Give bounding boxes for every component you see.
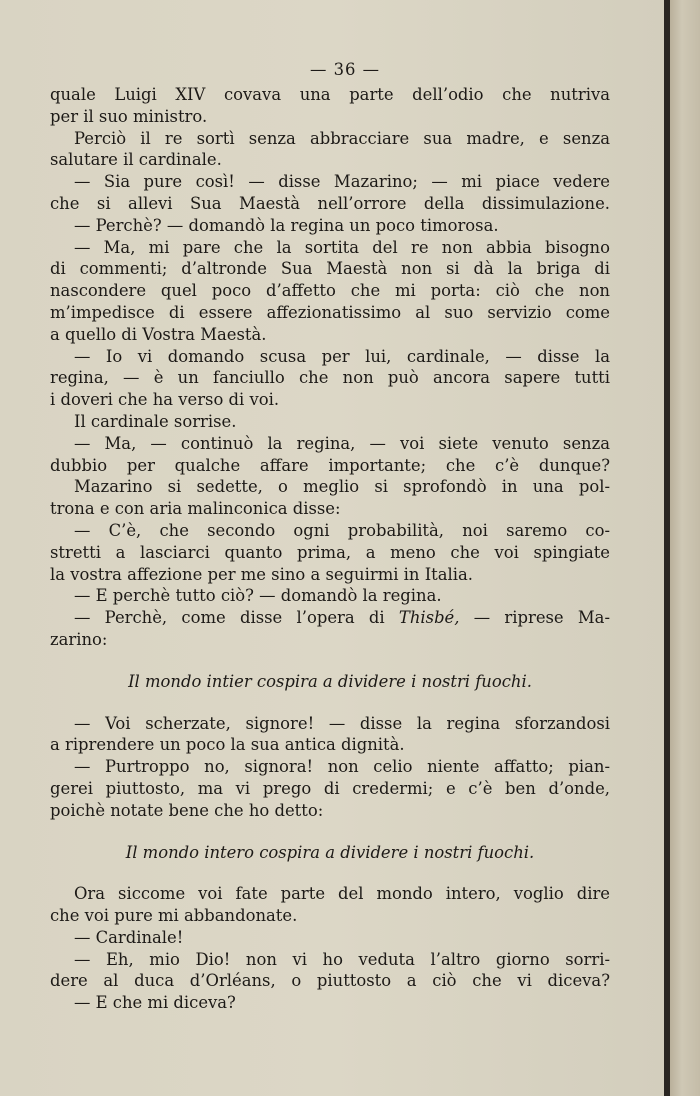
opera-title: Thisbé, <box>398 608 460 628</box>
text-line: nascondere quel poco d’affetto che mi porta: ciò che non <box>50 281 610 301</box>
text-line: — E perchè tutto ciò? — domandò la regina. <box>74 586 442 606</box>
text-line: — Purtroppo no, signora! non celio niente affatto; pian- <box>74 757 610 777</box>
text-line: di commenti; d’altronde Sua Maestà non si dà la briga di <box>50 259 610 279</box>
text-line: zarino: <box>50 629 108 649</box>
next-page-edge <box>670 0 700 1096</box>
text-line: quale Luigi XIV covava una parte dell’odio che nutriva <box>50 85 610 104</box>
text-line: — Ma, — continuò la regina, — voi siete venuto senza <box>74 433 610 453</box>
text-line: che voi pure mi abbandonate. <box>50 906 298 926</box>
text-line: a quello di Vostra Maestà. <box>50 324 267 344</box>
text-line: Il cardinale sorrise. <box>74 411 237 431</box>
text-line: gerei piuttosto, ma vi prego di credermi; e c’è ben d’onde, <box>50 778 610 798</box>
text-fragment: — Perchè, come disse l’opera di <box>74 608 399 628</box>
text-line: Ora siccome voi fate parte del mondo intero, voglio dire <box>74 884 610 904</box>
text-line: la vostra affezione per me sino a seguirmi in Italia. <box>50 564 473 584</box>
text-line: m’impedisce di essere affezionatissimo al suo servizio come <box>50 302 610 322</box>
text-line: — Cardinale! <box>74 927 184 947</box>
text-line: Mazarino si sedette, o meglio si sprofondò in una pol- <box>74 477 610 497</box>
text-line: dubbio per qualche affare importante; che c’è dunque? <box>50 455 610 475</box>
verse-quote: Il mondo intero cospira a dividere i nostri fuochi. <box>125 842 535 862</box>
page-text <box>50 56 610 1014</box>
text-line: a riprendere un poco la sua antica dignità. <box>50 735 405 755</box>
text-line: i doveri che ha verso di voi. <box>50 390 280 410</box>
page-number: — 36 — <box>309 60 381 79</box>
text-line <box>50 607 610 629</box>
text-line: — Io vi domando scusa per lui, cardinale, — disse la <box>74 346 610 366</box>
text-line: per il suo ministro. <box>50 106 208 126</box>
text-line: — E che mi diceva? <box>74 993 236 1013</box>
text-line: trona e con aria malinconica disse: <box>50 499 341 519</box>
text-line: che si allevi Sua Maestà nell’orrore della dissimulazione. <box>50 193 610 213</box>
verse-quote: Il mondo intier cospira a dividere i nostri fuochi. <box>128 671 532 691</box>
text-line: dere al duca d’Orléans, o piuttosto a ciò che vi diceva? <box>50 971 610 991</box>
text-fragment: — riprese Ma- <box>459 608 610 628</box>
text-line: — Ma, mi pare che la sortita del re non abbia bisogno <box>74 237 610 257</box>
text-line: — Perchè? — domandò la regina un poco timorosa. <box>74 215 499 235</box>
text-line: — Voi scherzate, signore! — disse la regina sforzandosi <box>74 713 610 733</box>
text-line: — Sia pure così! — disse Mazarino; — mi piace vedere <box>74 172 610 192</box>
text-line: Perciò il re sortì senza abbracciare sua madre, e senza <box>74 128 610 148</box>
text-line: regina, — è un fanciullo che non può ancora sapere tutti <box>50 368 610 388</box>
text-line: poichè notate bene che ho detto: <box>50 800 324 820</box>
text-line: — Eh, mio Dio! non vi ho veduta l’altro giorno sorri- <box>74 949 610 969</box>
text-line: stretti a lasciarci quanto prima, a meno che voi spingiate <box>50 542 610 562</box>
text-line: — C’è, che secondo ogni probabilità, noi saremo co- <box>74 520 610 540</box>
text-line: salutare il cardinale. <box>50 150 222 170</box>
